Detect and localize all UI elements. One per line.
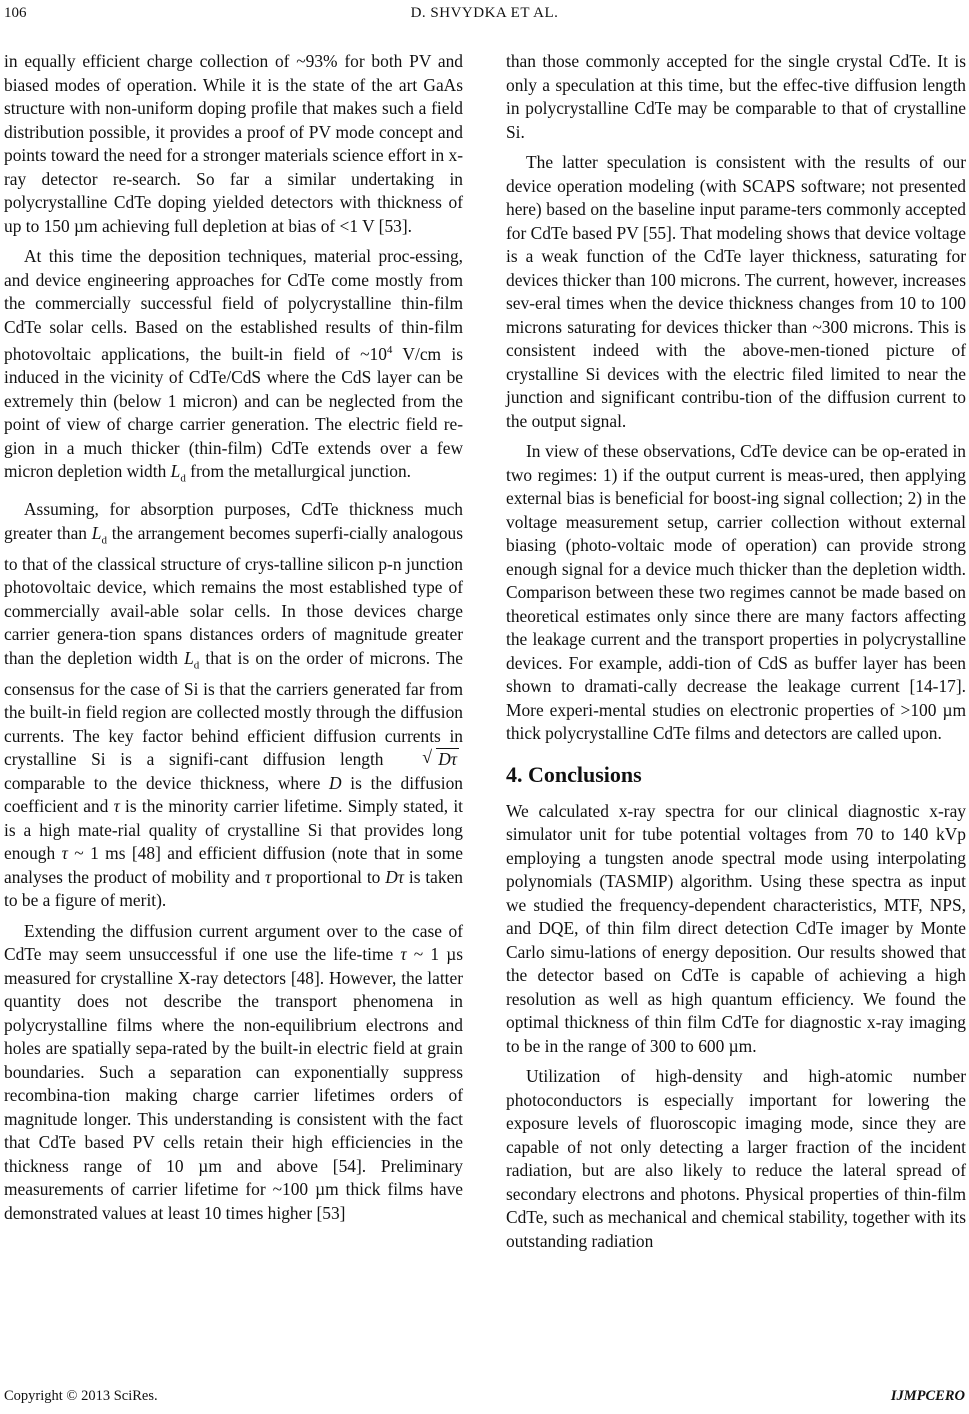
paragraph: The latter speculation is consistent with the results of our device operation modeling (with SCAPS software; not presented here) based on the baseline input parame-ters commonly accepted for CdTe based PV [55]. That modeling shows that device voltage is a weak function of the CdTe layer thickness, saturating for devices thicker than 100 microns. The current, however, increases sev-eral times when the device thickness changes from 10 to 100 microns saturating for devices thicker than ~300 microns. This is consistent indeed with the above-men-tioned picture of crystalline Si devices with the electric filed limited to near the junction and significant contribu-tion of the diffusion current to the output signal. xyxy=(506,152,966,431)
page-footer xyxy=(4,1388,965,1408)
sqrt-expression: √ Dτ xyxy=(402,748,459,772)
page-header xyxy=(4,5,965,27)
running-title: D. SHVYDKA ET AL. xyxy=(410,5,559,21)
right-column xyxy=(506,50,966,1260)
paragraph: Assuming, for absorption purposes, CdTe thickness much greater than $L_d$ the arrangement becomes superfi-cially analogous to that of the classical structure of crys-talline silicon p-n junction photovoltaic device, which remains the most established type of commercially avail-able solar cells. In those devices charge carrier genera-tion spans distances orders of magnitude greater than the depletion width $L_d$ that is on the order of microns. The consensus for the case of Si is that the carriers generated far from the built-in field region are collected mostly through the diffusion currents. The key factor behind efficient diffusion currents in crystalline Si is a signifi-cant diffusion length √ Dτ comparable to the device thickness, where D is the diffusion coefficient and τ is the minority carrier lifetime. Simply stated, it is a high mate-rial quality of crystalline Si that provides long enough τ ~ 1 ms [48] and efficient diffusion (note that in some analyses the product of mobility and τ proportional to Dτ is taken to be a figure of merit). xyxy=(4,498,463,912)
paragraph: in equally efficient charge collection of ~93% for both PV and biased modes of operation. While it is the state of the art GaAs structure with non-uniform doping profile that makes such a field distribution possible, it provides a proof of PV mode concept and points toward the need for a stronger materials science effort in x-ray detector re-search. So far a similar undertaking in polycrystalline CdTe doping yielded detectors with thickness of up to 150 µm achieving full depletion at bias of <1 V [53]. xyxy=(4,51,463,236)
paragraph: than those commonly accepted for the single crystal CdTe. It is only a speculation at this time, but the effec-tive diffusion length in polycrystalline CdTe may be comparable to that of crystalline Si. xyxy=(506,51,966,142)
journal-name: IJMPCERO xyxy=(890,1388,965,1404)
paragraph: We calculated x-ray spectra for our clinical diagnostic x-ray simulator unit for tube potential voltages from 70 to 140 kVp employing a tungsten anode spectral mode using interpolating polynomials (TASMIP) algorithm. Using these spectra as input we studied the frequency-dependent characteristics, MTF, NPS, and DQE, of thin film direct detection CdTe imager by Monte Carlo simu-lations of energy deposition. Our results showed that the detector based on CdTe is capable of achieving a high resolution as well as high quantum efficiency. We found the optimal thickness of thin film CdTe for diagnostic x-ray imaging to be in the range of 300 to 600 µm. xyxy=(506,800,966,1056)
paragraph: Utilization of high-density and high-atomic number photoconductors is especially important for lowering the exposure levels of fluoroscopic imaging mode, since they are capable of not only detecting a larger fraction of the incident radiation, but are also likely to reduce the lateral spread of secondary electrons and photons. Physical properties of thin-film CdTe, such as mechanical and chemical stability, together with its outstanding radiation xyxy=(506,1066,966,1251)
left-column xyxy=(4,50,463,1232)
paragraph: At this time the deposition techniques, material proc-essing, and device engineering approaches for CdTe come mostly from the commercially successful field of polycrystalline thin-film CdTe solar cells. Based on the established results of thin-film photovoltaic applications, the built-in field of $\sim 10^4$ V/cm is induced in the vicinity of CdTe/CdS where the CdS layer can be extremely thin (below 1 micron) and can be neglected from the point of view of charge carrier generation. The electric field re-gion in a much thicker (thin-film) CdTe extends over a few micron depletion width $L_d$ from the metallurgical junction. xyxy=(4,246,463,485)
section-heading: 4. Conclusions xyxy=(506,761,642,787)
paragraph: In view of these observations, CdTe device can be op-erated in two regimes: 1) if the output current is meas-ured, then applying external bias is beneficial for boost-ing signal collection; 2) in the voltage measurement setup, carrier collection without external biasing (photo-voltaic mode of operation) can provide strong enough signal for a device much thicker than the depletion width. Comparison between these two regimes cannot be made based on theoretical estimates only since there are many factors affecting the leakage current and the transport properties in polycrystalline devices. For example, addi-tion of CdS as buffer layer has been shown to dramati-cally decrease the leakage current [14-17]. More experi-mental studies on electronic properties of >100 µm thick polycrystalline CdTe films and detectors are called upon. xyxy=(506,441,966,743)
page-number: 106 xyxy=(4,5,27,21)
copyright: Copyright © 2013 SciRes. xyxy=(4,1388,158,1404)
paragraph: Extending the diffusion current argument over to the case of CdTe may seem unsuccessful if one use the life-time τ ~ 1 µs measured for crystalline X-ray detectors [48]. However, the latter quantity does not describe the transport phenomena in polycrystalline films where the non-equilibrium electrons and holes are spatially sepa-rated by the built-in electric field at grain boundaries. Such a separation can exponentially suppress recombina-tion making charge carrier lifetimes orders of magnitude longer. This understanding is consistent with the fact that CdTe based PV cells retain their high efficiencies in the thickness range of 10 µm and above [54]. Preliminary measurements of carrier lifetime for ~100 µm thick films have demonstrated values at least 10 times higher [53] xyxy=(4,920,464,1223)
